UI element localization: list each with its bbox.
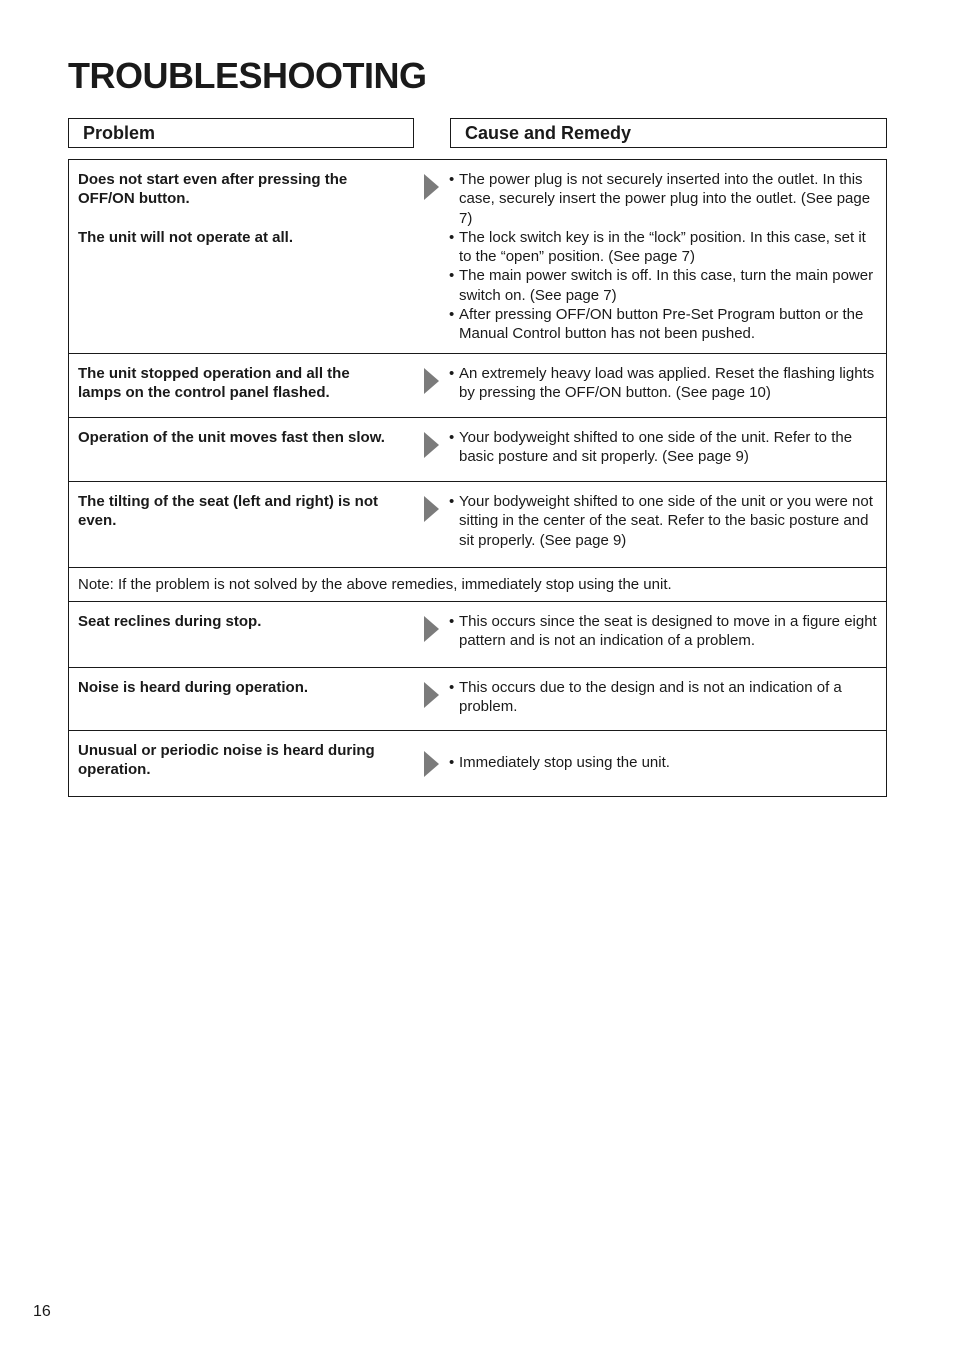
table-row — [69, 160, 886, 354]
cause-item: • Your bodyweight shifted to one side of the unit or you were not sitting in the center of the seat. Refer to the basic posture and sit properly. (See page 9) — [449, 492, 879, 550]
cause-item: • The power plug is not securely inserted into the outlet. In this case, securely insert the power plug into the outlet. (See page 7) — [449, 170, 879, 228]
cause-column-header: Cause and Remedy — [450, 118, 887, 148]
problem-text: The tilting of the seat (left and right) is not even. — [78, 493, 378, 530]
arrow-icon — [424, 174, 439, 200]
problem-cell — [78, 612, 413, 631]
cause-item: • This occurs due to the design and is not an indication of a problem. — [449, 678, 879, 717]
table-row — [69, 668, 886, 731]
arrow-icon — [424, 368, 439, 394]
cause-list — [449, 612, 879, 651]
note-text: Note: If the problem is not solved by the above remedies, immediately stop using the unit. — [78, 576, 672, 593]
arrow-icon — [424, 496, 439, 522]
problem-cell — [78, 492, 413, 531]
cause-list — [449, 753, 879, 772]
problem-text: Seat reclines during stop. — [78, 613, 262, 630]
problem-text: Noise is heard during operation. — [78, 679, 309, 696]
arrow-icon — [424, 432, 439, 458]
page-number: 16 — [33, 1303, 51, 1320]
cause-item: • This occurs since the seat is designed to move in a figure eight pattern and is not an indication of a problem. — [449, 612, 879, 651]
cause-item: • After pressing OFF/ON button Pre-Set Program button or the Manual Control button has not been pushed. — [449, 305, 879, 344]
table-row — [69, 418, 886, 482]
troubleshooting-table — [68, 159, 887, 797]
table-row — [69, 602, 886, 668]
problem-text: Does not start even after pressing the OFF/ON button. — [78, 171, 348, 208]
arrow-icon — [424, 682, 439, 708]
table-row — [69, 482, 886, 568]
cause-list — [449, 428, 879, 467]
arrow-icon — [424, 751, 439, 777]
cause-list — [449, 492, 879, 550]
cause-item: • The main power switch is off. In this case, turn the main power switch on. (See page 7) — [449, 266, 879, 305]
problem-cell — [78, 364, 413, 403]
problem-cell — [78, 678, 413, 697]
problem-text: The unit stopped operation and all the lamps on the control panel flashed. — [78, 365, 350, 402]
problem-cell — [78, 428, 413, 447]
cause-item: • Your bodyweight shifted to one side of the unit. Refer to the basic posture and sit properly. (See page 9) — [449, 428, 879, 467]
table-row — [69, 731, 886, 797]
problem-cell — [78, 741, 413, 780]
note-row — [69, 568, 886, 602]
cause-item: • The lock switch key is in the “lock” position. In this case, set it to the “open” position. (See page 7) — [449, 228, 879, 267]
arrow-icon — [424, 616, 439, 642]
cause-list — [449, 678, 879, 717]
problem-cell — [78, 170, 413, 247]
cause-item: • Immediately stop using the unit. — [449, 753, 879, 772]
cause-list — [449, 364, 879, 403]
problem-column-header: Problem — [68, 118, 414, 148]
table-row — [69, 354, 886, 418]
problem-text: Operation of the unit moves fast then slow. — [78, 429, 385, 446]
page-title: TROUBLESHOOTING — [68, 55, 427, 96]
cause-list — [449, 170, 879, 344]
problem-text: The unit will not operate at all. — [78, 228, 294, 246]
cause-item: • An extremely heavy load was applied. Reset the flashing lights by pressing the OFF/ON button. (See page 10) — [449, 364, 879, 403]
problem-text: Unusual or periodic noise is heard during operation. — [78, 742, 375, 779]
